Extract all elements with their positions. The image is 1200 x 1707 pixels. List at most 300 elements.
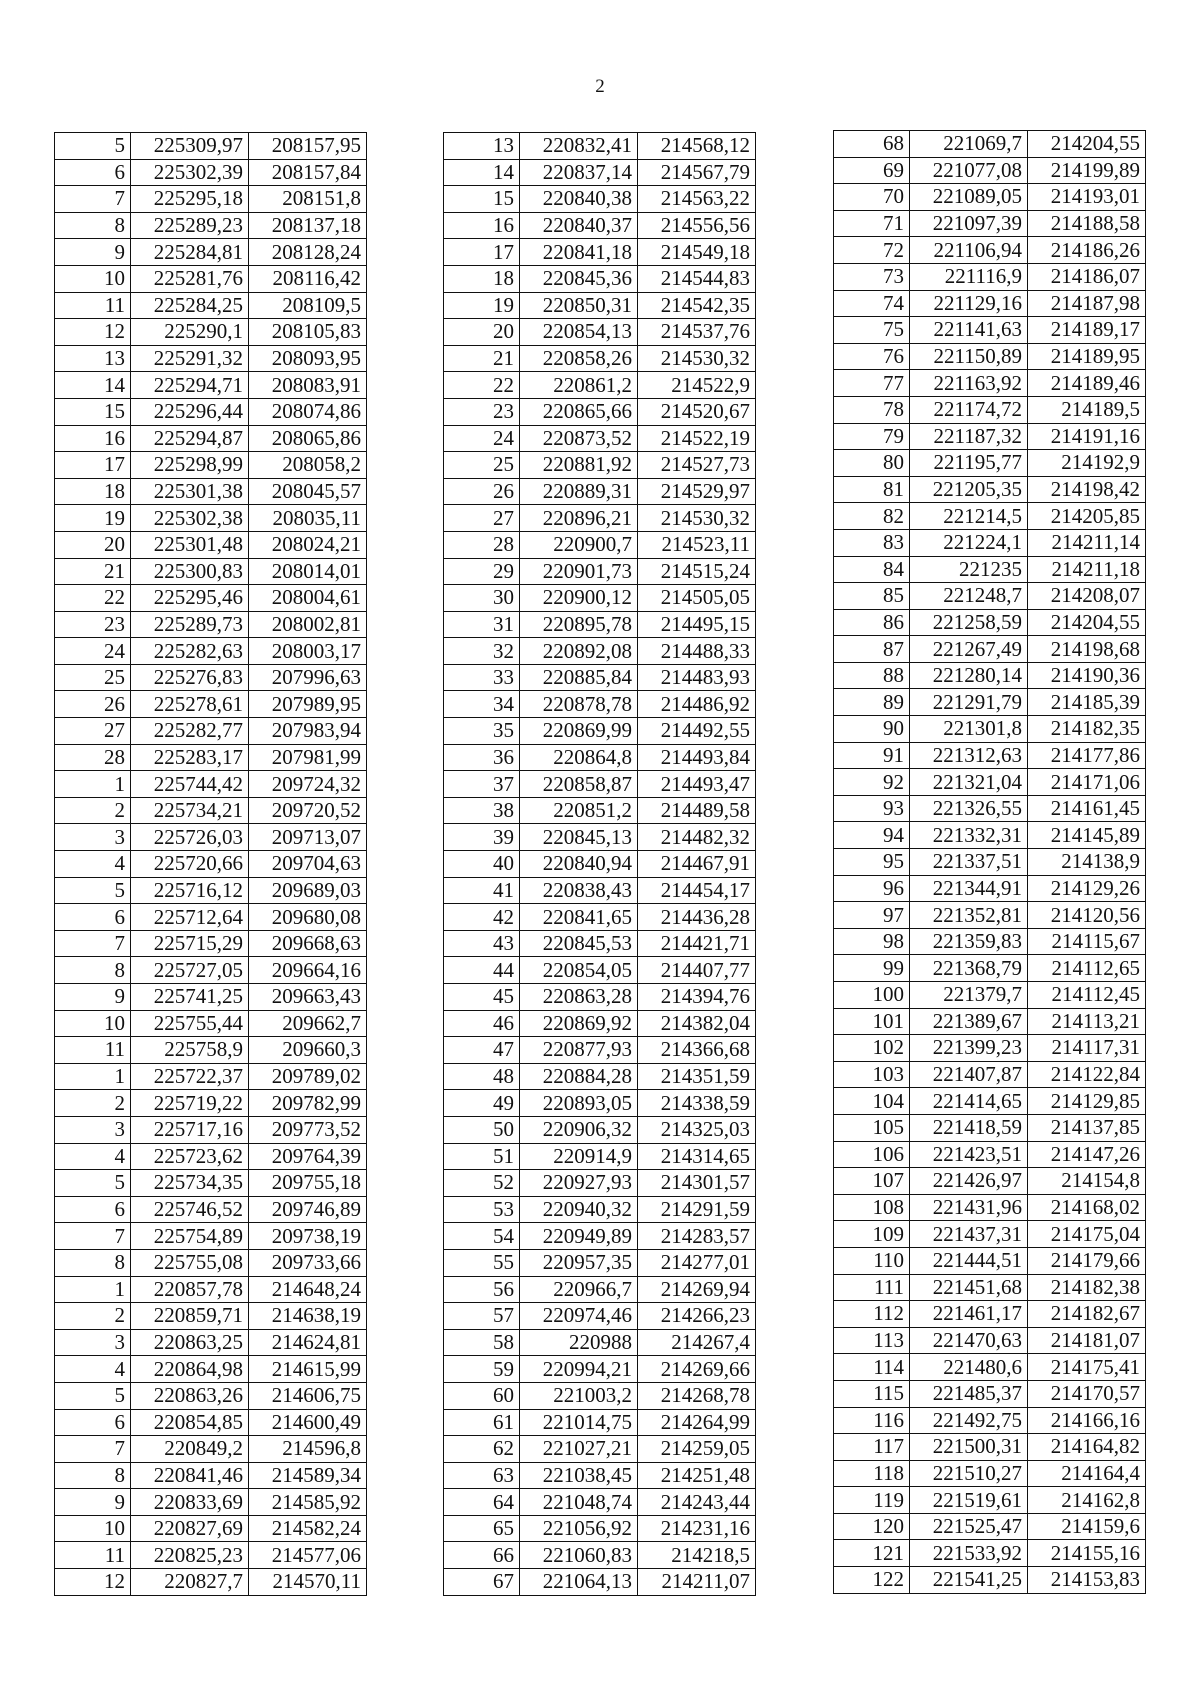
y-coordinate-cell: 209782,99 (249, 1090, 367, 1117)
y-coordinate-cell: 214421,71 (638, 930, 756, 957)
point-number-cell: 19 (444, 292, 520, 319)
table-row (444, 1303, 756, 1330)
y-coordinate-cell: 214530,32 (638, 505, 756, 532)
point-number-cell: 76 (834, 343, 910, 370)
x-coordinate-cell: 225294,71 (131, 372, 249, 399)
x-coordinate-cell: 225282,63 (131, 638, 249, 665)
y-coordinate-cell: 209663,43 (249, 984, 367, 1011)
table-row (55, 1090, 367, 1117)
x-coordinate-cell: 221321,04 (910, 769, 1028, 796)
x-coordinate-cell: 220865,66 (520, 398, 638, 425)
y-coordinate-cell: 214179,66 (1028, 1247, 1146, 1274)
table-row (444, 1063, 756, 1090)
table-row (834, 210, 1146, 237)
point-number-cell: 103 (834, 1061, 910, 1088)
point-number-cell: 69 (834, 157, 910, 184)
x-coordinate-cell: 225722,37 (131, 1063, 249, 1090)
x-coordinate-cell: 221248,7 (910, 583, 1028, 610)
y-coordinate-cell: 214495,15 (638, 611, 756, 638)
point-number-cell: 11 (55, 1542, 131, 1569)
table-row (444, 1329, 756, 1356)
table-row (834, 795, 1146, 822)
y-coordinate-cell: 214186,07 (1028, 263, 1146, 290)
y-coordinate-cell: 209720,52 (249, 797, 367, 824)
x-coordinate-cell: 221533,92 (910, 1540, 1028, 1567)
y-coordinate-cell: 214189,17 (1028, 317, 1146, 344)
table-row (444, 1249, 756, 1276)
table-row (55, 1196, 367, 1223)
table-row (444, 585, 756, 612)
table-row (444, 239, 756, 266)
table-row (55, 1063, 367, 1090)
x-coordinate-cell: 220900,12 (520, 585, 638, 612)
x-coordinate-cell: 220881,92 (520, 452, 638, 479)
y-coordinate-cell: 208035,11 (249, 505, 367, 532)
y-coordinate-cell: 214181,07 (1028, 1327, 1146, 1354)
x-coordinate-cell: 221163,92 (910, 370, 1028, 397)
x-coordinate-cell: 221541,25 (910, 1567, 1028, 1594)
table-row (444, 1223, 756, 1250)
table-row (834, 716, 1146, 743)
x-coordinate-cell: 220869,92 (520, 1010, 638, 1037)
point-number-cell: 29 (444, 558, 520, 585)
point-number-cell: 67 (444, 1569, 520, 1596)
table-row (55, 718, 367, 745)
point-number-cell: 34 (444, 691, 520, 718)
y-coordinate-cell: 214283,57 (638, 1223, 756, 1250)
y-coordinate-cell: 208045,57 (249, 478, 367, 505)
y-coordinate-cell: 214537,76 (638, 319, 756, 346)
point-number-cell: 6 (55, 1196, 131, 1223)
point-number-cell: 38 (444, 797, 520, 824)
table-row (55, 478, 367, 505)
point-number-cell: 56 (444, 1276, 520, 1303)
x-coordinate-cell: 221089,05 (910, 184, 1028, 211)
x-coordinate-cell: 221379,7 (910, 982, 1028, 1009)
table-row (55, 904, 367, 931)
table-row (834, 583, 1146, 610)
table-row (834, 742, 1146, 769)
x-coordinate-cell: 225744,42 (131, 771, 249, 798)
y-coordinate-cell: 214205,85 (1028, 503, 1146, 530)
point-number-cell: 28 (444, 531, 520, 558)
point-number-cell: 11 (55, 292, 131, 319)
table-row (444, 452, 756, 479)
y-coordinate-cell: 214182,67 (1028, 1301, 1146, 1328)
table-row (834, 157, 1146, 184)
y-coordinate-cell: 208093,95 (249, 345, 367, 372)
point-number-cell: 9 (55, 984, 131, 1011)
x-coordinate-cell: 225741,25 (131, 984, 249, 1011)
y-coordinate-cell: 214606,75 (249, 1382, 367, 1409)
y-coordinate-cell: 214615,99 (249, 1356, 367, 1383)
x-coordinate-cell: 220994,21 (520, 1356, 638, 1383)
point-number-cell: 114 (834, 1354, 910, 1381)
y-coordinate-cell: 214159,6 (1028, 1513, 1146, 1540)
table-row (55, 585, 367, 612)
point-number-cell: 93 (834, 795, 910, 822)
table-row (444, 1489, 756, 1516)
y-coordinate-cell: 208074,86 (249, 398, 367, 425)
point-number-cell: 73 (834, 263, 910, 290)
x-coordinate-cell: 221444,51 (910, 1247, 1028, 1274)
table-row (55, 1489, 367, 1516)
table-row (834, 503, 1146, 530)
x-coordinate-cell: 220841,65 (520, 904, 638, 931)
y-coordinate-cell: 214189,5 (1028, 396, 1146, 423)
table-row (55, 133, 367, 160)
x-coordinate-cell: 225302,38 (131, 505, 249, 532)
point-number-cell: 91 (834, 742, 910, 769)
point-number-cell: 49 (444, 1090, 520, 1117)
y-coordinate-cell: 214182,38 (1028, 1274, 1146, 1301)
y-coordinate-cell: 209689,03 (249, 877, 367, 904)
table-row (834, 343, 1146, 370)
y-coordinate-cell: 214529,97 (638, 478, 756, 505)
x-coordinate-cell: 225302,39 (131, 159, 249, 186)
x-coordinate-cell: 225726,03 (131, 824, 249, 851)
x-coordinate-cell: 221492,75 (910, 1407, 1028, 1434)
x-coordinate-cell: 221352,81 (910, 902, 1028, 929)
x-coordinate-cell: 220854,85 (131, 1409, 249, 1436)
table-row (55, 744, 367, 771)
point-number-cell: 100 (834, 982, 910, 1009)
table-row (834, 1487, 1146, 1514)
x-coordinate-cell: 221359,83 (910, 928, 1028, 955)
y-coordinate-cell: 214161,45 (1028, 795, 1146, 822)
y-coordinate-cell: 209660,3 (249, 1037, 367, 1064)
x-coordinate-cell: 225734,35 (131, 1170, 249, 1197)
y-coordinate-cell: 209724,32 (249, 771, 367, 798)
point-number-cell: 86 (834, 609, 910, 636)
y-coordinate-cell: 208128,24 (249, 239, 367, 266)
point-number-cell: 1 (55, 771, 131, 798)
y-coordinate-cell: 208137,18 (249, 212, 367, 239)
x-coordinate-cell: 220854,05 (520, 957, 638, 984)
y-coordinate-cell: 214211,14 (1028, 529, 1146, 556)
y-coordinate-cell: 214187,98 (1028, 290, 1146, 317)
x-coordinate-cell: 225715,29 (131, 930, 249, 957)
y-coordinate-cell: 214129,85 (1028, 1088, 1146, 1115)
y-coordinate-cell: 214467,91 (638, 851, 756, 878)
table-row (55, 186, 367, 213)
y-coordinate-cell: 214407,77 (638, 957, 756, 984)
y-coordinate-cell: 214542,35 (638, 292, 756, 319)
y-coordinate-cell: 208105,83 (249, 319, 367, 346)
y-coordinate-cell: 214186,26 (1028, 237, 1146, 264)
table-row (55, 797, 367, 824)
point-number-cell: 5 (55, 877, 131, 904)
table-row (834, 1194, 1146, 1221)
table-row (444, 186, 756, 213)
x-coordinate-cell: 221337,51 (910, 849, 1028, 876)
table-row (834, 609, 1146, 636)
table-row (834, 1540, 1146, 1567)
table-row (444, 930, 756, 957)
y-coordinate-cell: 214211,07 (638, 1569, 756, 1596)
point-number-cell: 53 (444, 1196, 520, 1223)
table-row (55, 558, 367, 585)
point-number-cell: 78 (834, 396, 910, 423)
point-number-cell: 47 (444, 1037, 520, 1064)
x-coordinate-cell: 225717,16 (131, 1116, 249, 1143)
table-row (444, 1010, 756, 1037)
y-coordinate-cell: 214582,24 (249, 1515, 367, 1542)
x-coordinate-cell: 225309,97 (131, 133, 249, 160)
point-number-cell: 59 (444, 1356, 520, 1383)
y-coordinate-cell: 214570,11 (249, 1569, 367, 1596)
x-coordinate-cell: 225282,77 (131, 718, 249, 745)
x-coordinate-cell: 225723,62 (131, 1143, 249, 1170)
table-row (834, 1380, 1146, 1407)
point-number-cell: 107 (834, 1168, 910, 1195)
table-row (444, 691, 756, 718)
y-coordinate-cell: 214190,36 (1028, 662, 1146, 689)
point-number-cell: 121 (834, 1540, 910, 1567)
y-coordinate-cell: 208083,91 (249, 372, 367, 399)
table-row (55, 824, 367, 851)
y-coordinate-cell: 208014,01 (249, 558, 367, 585)
point-number-cell: 3 (55, 1116, 131, 1143)
table-row (834, 370, 1146, 397)
table-row (444, 984, 756, 1011)
x-coordinate-cell: 220857,78 (131, 1276, 249, 1303)
y-coordinate-cell: 214585,92 (249, 1489, 367, 1516)
table-row (444, 319, 756, 346)
x-coordinate-cell: 221077,08 (910, 157, 1028, 184)
y-coordinate-cell: 214166,16 (1028, 1407, 1146, 1434)
x-coordinate-cell: 221116,9 (910, 263, 1028, 290)
x-coordinate-cell: 221326,55 (910, 795, 1028, 822)
y-coordinate-cell: 214522,19 (638, 425, 756, 452)
point-number-cell: 5 (55, 133, 131, 160)
table-row (834, 769, 1146, 796)
point-number-cell: 17 (444, 239, 520, 266)
x-coordinate-cell: 221519,61 (910, 1487, 1028, 1514)
x-coordinate-cell: 220840,94 (520, 851, 638, 878)
point-number-cell: 112 (834, 1301, 910, 1328)
point-number-cell: 122 (834, 1567, 910, 1594)
point-number-cell: 9 (55, 239, 131, 266)
y-coordinate-cell: 214493,84 (638, 744, 756, 771)
point-number-cell: 113 (834, 1327, 910, 1354)
y-coordinate-cell: 208003,17 (249, 638, 367, 665)
x-coordinate-cell: 220974,46 (520, 1303, 638, 1330)
table-row (444, 505, 756, 532)
point-number-cell: 3 (55, 824, 131, 851)
x-coordinate-cell: 220877,93 (520, 1037, 638, 1064)
table-row (834, 849, 1146, 876)
x-coordinate-cell: 221389,67 (910, 1008, 1028, 1035)
y-coordinate-cell: 214351,59 (638, 1063, 756, 1090)
x-coordinate-cell: 220840,38 (520, 186, 638, 213)
table-row (834, 237, 1146, 264)
x-coordinate-cell: 225283,17 (131, 744, 249, 771)
point-number-cell: 11 (55, 1037, 131, 1064)
table-row (444, 957, 756, 984)
y-coordinate-cell: 214382,04 (638, 1010, 756, 1037)
point-number-cell: 79 (834, 423, 910, 450)
table-row (55, 877, 367, 904)
y-coordinate-cell: 214269,94 (638, 1276, 756, 1303)
point-number-cell: 101 (834, 1008, 910, 1035)
y-coordinate-cell: 214577,06 (249, 1542, 367, 1569)
point-number-cell: 37 (444, 771, 520, 798)
x-coordinate-cell: 221437,31 (910, 1221, 1028, 1248)
x-coordinate-cell: 225291,32 (131, 345, 249, 372)
x-coordinate-cell: 220869,99 (520, 718, 638, 745)
point-number-cell: 40 (444, 851, 520, 878)
y-coordinate-cell: 209733,66 (249, 1249, 367, 1276)
table-row (834, 290, 1146, 317)
y-coordinate-cell: 214129,26 (1028, 875, 1146, 902)
table-row (444, 664, 756, 691)
y-coordinate-cell: 214264,99 (638, 1409, 756, 1436)
table-row (834, 1035, 1146, 1062)
point-number-cell: 7 (55, 186, 131, 213)
y-coordinate-cell: 214204,55 (1028, 131, 1146, 158)
point-number-cell: 6 (55, 1409, 131, 1436)
y-coordinate-cell: 207996,63 (249, 664, 367, 691)
x-coordinate-cell: 220832,41 (520, 133, 638, 160)
table-row (834, 955, 1146, 982)
table-row (55, 638, 367, 665)
y-coordinate-cell: 214191,16 (1028, 423, 1146, 450)
point-number-cell: 18 (55, 478, 131, 505)
x-coordinate-cell: 221368,79 (910, 955, 1028, 982)
x-coordinate-cell: 220825,23 (131, 1542, 249, 1569)
x-coordinate-cell: 220864,98 (131, 1356, 249, 1383)
point-number-cell: 4 (55, 1143, 131, 1170)
point-number-cell: 110 (834, 1247, 910, 1274)
x-coordinate-cell: 220940,32 (520, 1196, 638, 1223)
x-coordinate-cell: 225281,76 (131, 265, 249, 292)
x-coordinate-cell: 220858,26 (520, 345, 638, 372)
point-number-cell: 30 (444, 585, 520, 612)
point-number-cell: 82 (834, 503, 910, 530)
x-coordinate-cell: 220896,21 (520, 505, 638, 532)
x-coordinate-cell: 220833,69 (131, 1489, 249, 1516)
y-coordinate-cell: 209755,18 (249, 1170, 367, 1197)
y-coordinate-cell: 214211,18 (1028, 556, 1146, 583)
point-number-cell: 25 (444, 452, 520, 479)
table-row (55, 1170, 367, 1197)
table-row (444, 212, 756, 239)
y-coordinate-cell: 207981,99 (249, 744, 367, 771)
point-number-cell: 13 (55, 345, 131, 372)
x-coordinate-cell: 220838,43 (520, 877, 638, 904)
x-coordinate-cell: 220900,7 (520, 531, 638, 558)
table-row (444, 1196, 756, 1223)
table-row (834, 662, 1146, 689)
x-coordinate-cell: 220863,25 (131, 1329, 249, 1356)
x-coordinate-cell: 225300,83 (131, 558, 249, 585)
table-row (444, 425, 756, 452)
y-coordinate-cell: 209789,02 (249, 1063, 367, 1090)
point-number-cell: 52 (444, 1170, 520, 1197)
x-coordinate-cell: 225278,61 (131, 691, 249, 718)
y-coordinate-cell: 214269,66 (638, 1356, 756, 1383)
table-row (834, 982, 1146, 1009)
point-number-cell: 116 (834, 1407, 910, 1434)
point-number-cell: 4 (55, 1356, 131, 1383)
table-row (444, 1170, 756, 1197)
x-coordinate-cell: 225712,64 (131, 904, 249, 931)
point-number-cell: 115 (834, 1380, 910, 1407)
y-coordinate-cell: 214493,47 (638, 771, 756, 798)
point-number-cell: 9 (55, 1489, 131, 1516)
table-row (834, 263, 1146, 290)
x-coordinate-cell: 221510,27 (910, 1460, 1028, 1487)
y-coordinate-cell: 214117,31 (1028, 1035, 1146, 1062)
table-row (834, 1567, 1146, 1594)
y-coordinate-cell: 208109,5 (249, 292, 367, 319)
y-coordinate-cell: 214483,93 (638, 664, 756, 691)
table-row (444, 1382, 756, 1409)
point-number-cell: 8 (55, 1462, 131, 1489)
x-coordinate-cell: 221280,14 (910, 662, 1028, 689)
table-row (55, 1356, 367, 1383)
x-coordinate-cell: 225734,21 (131, 797, 249, 824)
x-coordinate-cell: 220863,28 (520, 984, 638, 1011)
x-coordinate-cell: 221097,39 (910, 210, 1028, 237)
coordinates-table-3 (833, 130, 1146, 1594)
y-coordinate-cell: 214505,05 (638, 585, 756, 612)
x-coordinate-cell: 225289,73 (131, 611, 249, 638)
table-row (55, 1462, 367, 1489)
x-coordinate-cell: 221423,51 (910, 1141, 1028, 1168)
x-coordinate-cell: 220861,2 (520, 372, 638, 399)
table-row (444, 1037, 756, 1064)
point-number-cell: 23 (55, 611, 131, 638)
x-coordinate-cell: 220859,71 (131, 1303, 249, 1330)
point-number-cell: 84 (834, 556, 910, 583)
x-coordinate-cell: 220854,13 (520, 319, 638, 346)
x-coordinate-cell: 225295,46 (131, 585, 249, 612)
x-coordinate-cell: 220845,53 (520, 930, 638, 957)
point-number-cell: 43 (444, 930, 520, 957)
x-coordinate-cell: 221470,63 (910, 1327, 1028, 1354)
table-row (55, 691, 367, 718)
point-number-cell: 39 (444, 824, 520, 851)
x-coordinate-cell: 225290,1 (131, 319, 249, 346)
y-coordinate-cell: 208065,86 (249, 425, 367, 452)
x-coordinate-cell: 225284,81 (131, 239, 249, 266)
point-number-cell: 120 (834, 1513, 910, 1540)
x-coordinate-cell: 225301,38 (131, 478, 249, 505)
x-coordinate-cell: 221258,59 (910, 609, 1028, 636)
table-row (55, 1436, 367, 1463)
y-coordinate-cell: 214115,67 (1028, 928, 1146, 955)
y-coordinate-cell: 214170,57 (1028, 1380, 1146, 1407)
point-number-cell: 75 (834, 317, 910, 344)
y-coordinate-cell: 214596,8 (249, 1436, 367, 1463)
point-number-cell: 27 (444, 505, 520, 532)
x-coordinate-cell: 221485,37 (910, 1380, 1028, 1407)
point-number-cell: 5 (55, 1382, 131, 1409)
point-number-cell: 119 (834, 1487, 910, 1514)
y-coordinate-cell: 207989,95 (249, 691, 367, 718)
x-coordinate-cell: 220841,18 (520, 239, 638, 266)
point-number-cell: 32 (444, 638, 520, 665)
table-row (834, 1114, 1146, 1141)
table-row (834, 1434, 1146, 1461)
x-coordinate-cell: 220827,69 (131, 1515, 249, 1542)
x-coordinate-cell: 225754,89 (131, 1223, 249, 1250)
point-number-cell: 106 (834, 1141, 910, 1168)
y-coordinate-cell: 214185,39 (1028, 689, 1146, 716)
point-number-cell: 102 (834, 1035, 910, 1062)
